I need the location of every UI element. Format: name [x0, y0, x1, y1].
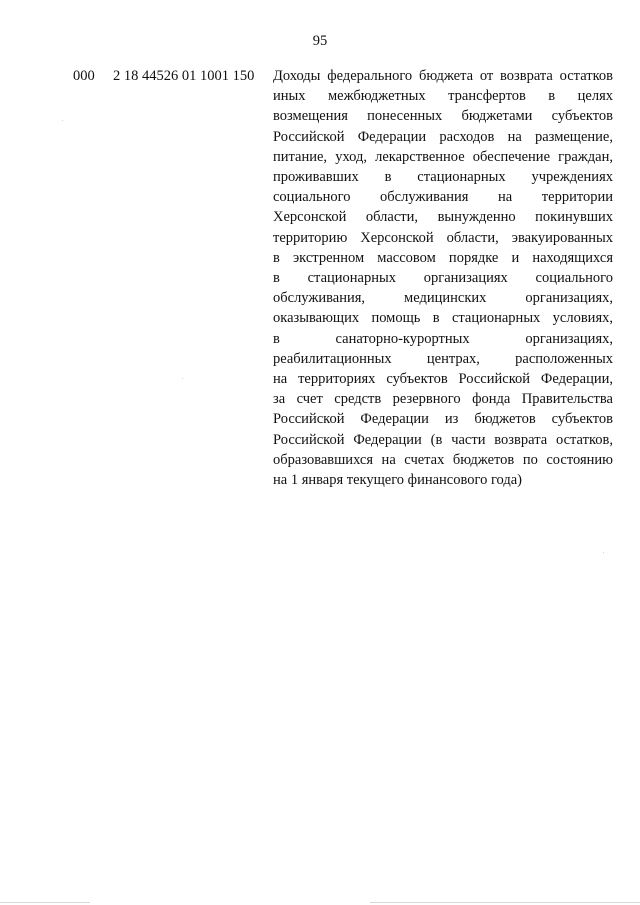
description-line: Российской Федерации из бюджетов субъектов — [273, 411, 613, 428]
description-line: на 1 января текущего финансового года) — [273, 472, 522, 489]
scan-artifact — [62, 120, 63, 121]
scan-artifact — [603, 552, 604, 553]
page-number: 95 — [312, 33, 328, 49]
description-line: реабилитационных центрах, расположенных — [273, 350, 613, 367]
description-line: Российской Федерации расходов на размещение, — [273, 128, 613, 145]
scan-edge — [370, 902, 640, 903]
description-line: иных межбюджетных трансфертов в целях — [273, 88, 613, 105]
scan-artifact — [182, 378, 183, 379]
description-line: обслуживания, медицинских организациях, — [273, 290, 613, 307]
description-line: Херсонской области, вынужденно покинувших — [273, 209, 613, 226]
description-line: социального обслуживания на территории — [273, 189, 613, 206]
description-line: возмещения понесенных бюджетами субъектов — [273, 108, 613, 125]
description-line: в экстренном массовом порядке и находящихся — [273, 249, 613, 266]
budget-classification-code: 2 18 44526 01 1001 150 — [113, 68, 255, 84]
administrator-code: 000 — [73, 68, 95, 84]
scan-edge — [0, 902, 90, 903]
description-line: питание, уход, лекарственное обеспечение граждан, — [273, 148, 613, 165]
description-line: оказывающих помощь в стационарных условиях, — [273, 310, 613, 327]
description-line: территорию Херсонской области, эвакуированных — [273, 229, 613, 246]
budget-code-row — [0, 66, 640, 496]
description-line: Российской Федерации (в части возврата остатков, — [273, 431, 613, 448]
description-line: в санаторно-курортных организациях, — [273, 330, 613, 347]
description-line: за счет средств резервного фонда Правительства — [273, 391, 613, 408]
description-line: проживавших в стационарных учреждениях — [273, 169, 613, 186]
description-line: Доходы федерального бюджета от возврата остатков — [273, 68, 613, 84]
revenue-description — [273, 66, 613, 490]
description-line: образовавшихся на счетах бюджетов по состоянию — [273, 451, 613, 468]
description-line: в стационарных организациях социального — [273, 270, 613, 287]
description-line: на территориях субъектов Российской Федерации, — [273, 371, 613, 388]
